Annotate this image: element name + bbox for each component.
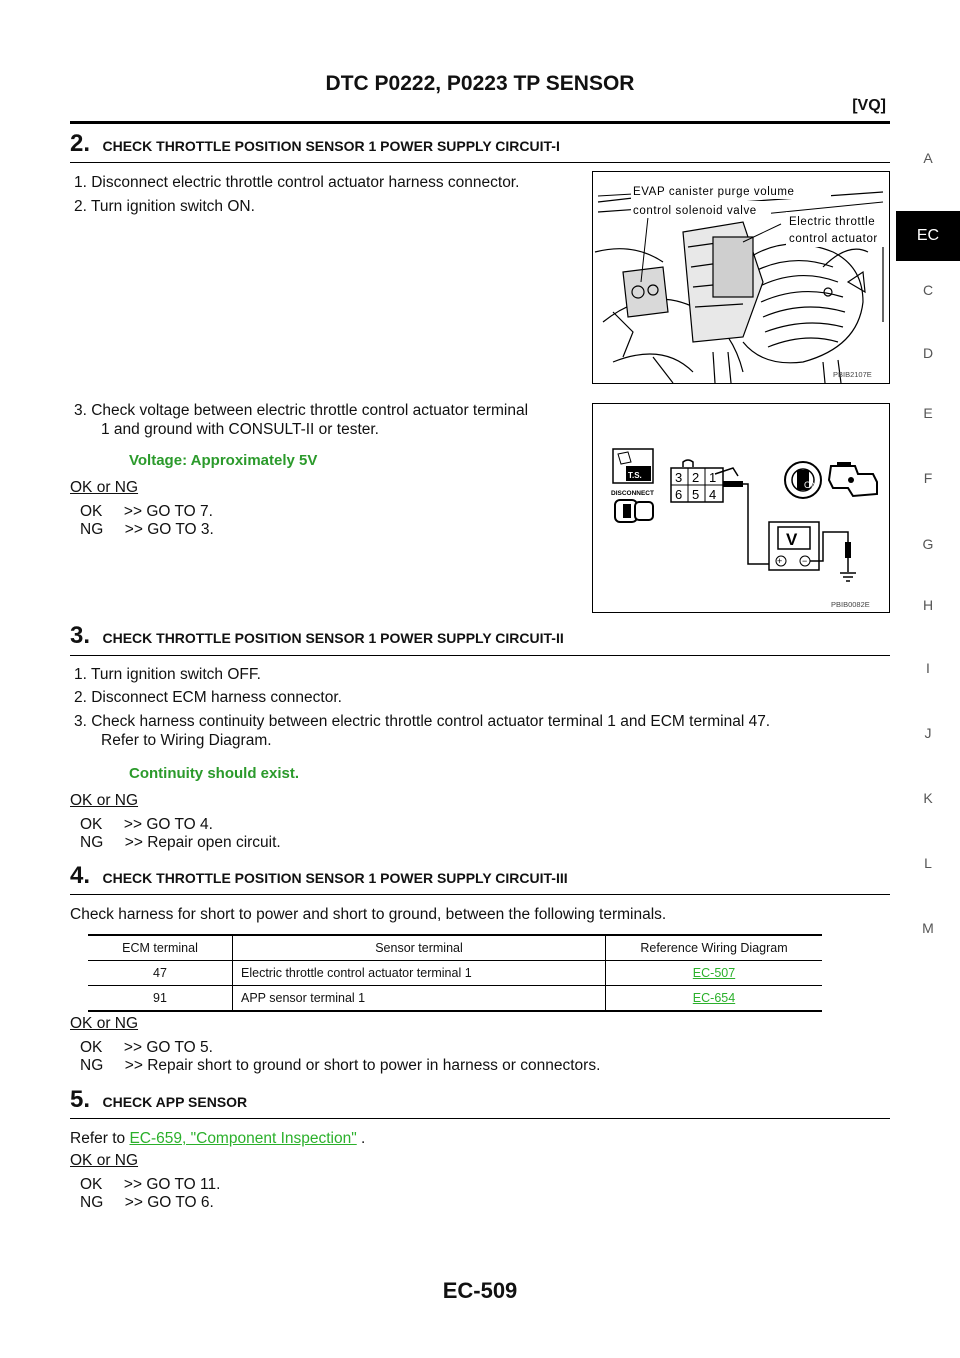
side-index-tab-d[interactable]: D: [922, 345, 934, 361]
page-subtitle: [VQ]: [852, 97, 886, 114]
section-number: 4.: [70, 862, 91, 889]
section-4-heading: [70, 862, 568, 890]
spec-voltage: Voltage: Approximately 5V: [129, 452, 318, 469]
figure-code: PBIB0082E: [831, 600, 870, 609]
section-title: CHECK APP SENSOR: [102, 1094, 248, 1110]
ok-branch: OK >> GO TO 7.: [80, 503, 213, 520]
ok-branch: OK >> GO TO 4.: [80, 816, 213, 833]
svg-text:ON: ON: [804, 480, 818, 490]
side-index-tab-f[interactable]: F: [923, 470, 933, 486]
section-rule: [70, 655, 890, 656]
section-title: CHECK THROTTLE POSITION SENSOR 1 POWER SUPPLY CIRCUIT-II: [102, 630, 564, 646]
table-cell: 47: [88, 961, 233, 986]
svg-text:6: 6: [675, 487, 683, 502]
figure-voltage-check: [592, 403, 890, 613]
disconnect-label: DISCONNECT: [611, 490, 654, 497]
svg-text:V: V: [786, 530, 798, 549]
svg-text:−: −: [802, 556, 808, 566]
section-number: 3.: [70, 622, 91, 649]
svg-text:3: 3: [675, 470, 683, 485]
ok-or-ng-label: OK or NG: [70, 1015, 139, 1032]
side-index-tab-a[interactable]: A: [923, 150, 933, 166]
section-rule: [70, 162, 890, 163]
section-number: 2.: [70, 130, 91, 157]
ok-branch: OK >> GO TO 11.: [80, 1176, 221, 1193]
figure-label-evap: EVAP canister purge volume: [633, 186, 795, 198]
ng-branch: NG >> Repair open circuit.: [80, 834, 281, 851]
side-index-tab-h[interactable]: H: [922, 597, 934, 613]
section-4-intro: Check harness for short to power and short to ground, between the following terminals.: [70, 906, 667, 923]
probe-red: [723, 481, 743, 487]
side-index-tab-k[interactable]: K: [923, 790, 933, 806]
step-1: 1. Disconnect electric throttle control actuator harness connector.: [74, 174, 520, 191]
voltage-check-illustration: [593, 404, 889, 612]
svg-text:5: 5: [692, 487, 700, 502]
figure-label-throttle: Electric throttle: [789, 216, 876, 228]
table-row: [88, 986, 822, 1012]
side-index-tab-j[interactable]: J: [924, 725, 932, 741]
table-header-row: [88, 935, 822, 961]
svg-text:1: 1: [709, 470, 717, 485]
step-3-line-1: 3. Check voltage between electric throttle control actuator terminal: [74, 402, 529, 419]
ok-or-ng-label: OK or NG: [70, 792, 139, 809]
step-2: 2. Disconnect ECM harness connector.: [74, 689, 342, 706]
table-cell: Electric throttle control actuator terminal 1: [233, 961, 606, 986]
section-title: CHECK THROTTLE POSITION SENSOR 1 POWER SUPPLY CIRCUIT-I: [102, 138, 560, 154]
disconnected-connector-icon: [615, 500, 653, 522]
refer-line: Refer to EC-659, "Component Inspection" .: [70, 1130, 366, 1147]
svg-text:+: +: [777, 556, 783, 566]
side-index-tab-c[interactable]: C: [922, 282, 934, 298]
page-number: EC-509: [442, 1278, 518, 1303]
ng-branch: NG >> GO TO 3.: [80, 521, 214, 538]
side-index-tab-g[interactable]: G: [922, 536, 934, 552]
figure-label-throttle-2: control actuator: [789, 233, 878, 245]
figure-code: PBIB2107E: [833, 370, 872, 379]
probe-black: [845, 542, 851, 558]
page-title: DTC P0222, P0223 TP SENSOR: [325, 72, 635, 95]
side-index-tab-ec[interactable]: EC: [896, 211, 960, 261]
svg-text:4: 4: [709, 487, 717, 502]
spec-continuity: Continuity should exist.: [129, 765, 300, 782]
table-row: [88, 961, 822, 986]
step-3-continued: Refer to Wiring Diagram.: [101, 732, 272, 749]
ng-branch: NG >> GO TO 6.: [80, 1194, 214, 1211]
section-3-heading: [70, 622, 564, 650]
ok-or-ng-label: OK or NG: [70, 479, 139, 496]
ok-or-ng-label: OK or NG: [70, 1152, 139, 1169]
component-inspection-link[interactable]: EC-659, "Component Inspection": [129, 1130, 357, 1147]
wiring-diagram-link[interactable]: EC-654: [692, 991, 736, 1005]
figure-throttle-actuator-location: [592, 171, 890, 384]
ng-branch: NG >> Repair short to ground or short to power in harness or connectors.: [80, 1057, 601, 1074]
step-2: 2. Turn ignition switch ON.: [74, 198, 255, 215]
ts-icon: [613, 449, 653, 483]
column-header: Reference Wiring Diagram: [606, 935, 823, 961]
table-cell: 91: [88, 986, 233, 1012]
section-rule: [70, 894, 890, 895]
svg-text:T.S.: T.S.: [628, 471, 642, 480]
section-5-heading: [70, 1086, 247, 1114]
table-cell: APP sensor terminal 1: [233, 986, 606, 1012]
side-index-tab-e[interactable]: E: [923, 405, 933, 421]
ignition-on-icon: [785, 462, 821, 498]
section-2-heading: [70, 130, 560, 158]
figure-label-evap-2: control solenoid valve: [633, 205, 757, 217]
column-header: ECM terminal: [88, 935, 233, 961]
wiring-diagram-link[interactable]: EC-507: [692, 966, 736, 980]
engine-bay-illustration: [593, 172, 889, 383]
side-index-tab-i[interactable]: I: [926, 660, 930, 676]
section-number: 5.: [70, 1086, 91, 1113]
ok-branch: OK >> GO TO 5.: [80, 1039, 213, 1056]
step-3-line-2: 1 and ground with CONSULT-II or tester.: [101, 421, 379, 438]
step-1: 1. Turn ignition switch OFF.: [74, 666, 261, 683]
section-title: CHECK THROTTLE POSITION SENSOR 1 POWER SUPPLY CIRCUIT-III: [102, 870, 568, 886]
section-rule: [70, 1118, 890, 1119]
svg-text:2: 2: [692, 470, 700, 485]
voltmeter-icon: [769, 522, 819, 570]
header-rule: [70, 121, 890, 124]
step-3: 3. Check harness continuity between electric throttle control actuator terminal 1 and ECM terminal 47.: [74, 713, 771, 730]
side-index-tab-l[interactable]: L: [924, 855, 932, 871]
terminal-reference-table: [88, 934, 822, 1012]
side-index-tab-m[interactable]: M: [922, 920, 934, 936]
column-header: Sensor terminal: [233, 935, 606, 961]
